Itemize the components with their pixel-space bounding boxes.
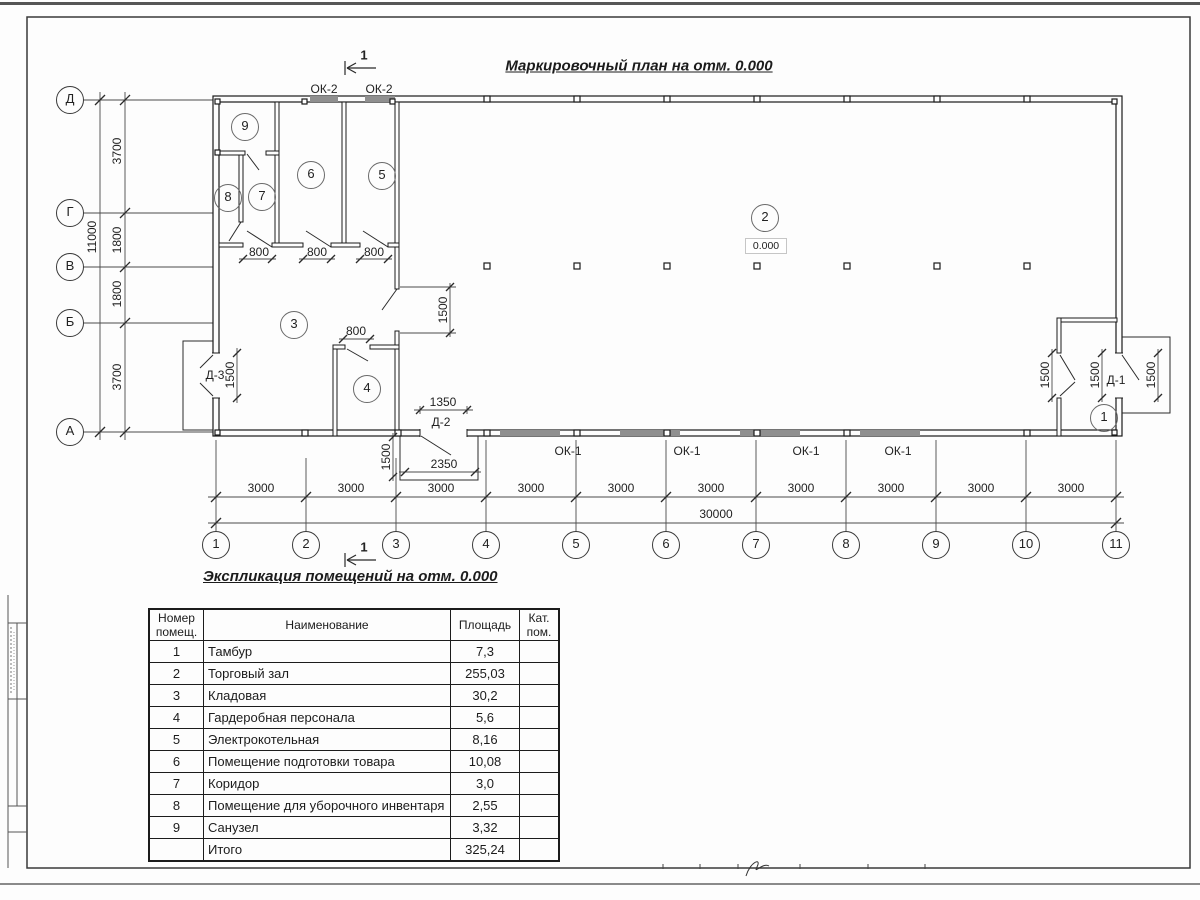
dim-label-vseg: 3700 [110,363,124,391]
cell-number: 7 [149,773,204,795]
col-header-category: Кат. пом. [520,609,560,641]
dim-label-hseg: 3000 [517,481,545,495]
window-bands [310,96,920,436]
dim-label-hseg: 3000 [787,481,815,495]
cell-number: 9 [149,817,204,839]
axis-number-bubble: 1 [202,531,230,559]
window-label-ok2: ОК-2 [310,82,338,96]
dim-label-1500: 1500 [223,361,237,389]
cell-category [520,839,560,862]
cell-number [149,839,204,862]
cell-number: 1 [149,641,204,663]
cell-name: Помещение подготовки товара [204,751,451,773]
opening-jambs [212,353,1123,437]
dim-label-1500: 1500 [1088,361,1102,389]
axis-number-bubble: 2 [292,531,320,559]
section-mark-label-top: 1 [360,47,368,63]
wall-openings [212,353,1123,437]
table-row [149,663,559,685]
table-row [149,795,559,817]
col-header-area: Площадь [451,609,520,641]
dim-label-hseg: 3000 [877,481,905,495]
axis-number-bubble: 9 [922,531,950,559]
cell-name: Торговый зал [204,663,451,685]
table-row [149,817,559,839]
cell-area: 30,2 [451,685,520,707]
room-number-bubble: 7 [248,183,276,211]
dim-label-1350: 1350 [429,395,457,409]
cell-name: Санузел [204,817,451,839]
cell-area: 8,16 [451,729,520,751]
dim-label-hseg: 3000 [967,481,995,495]
room-schedule-table [148,608,560,862]
cell-area: 3,0 [451,773,520,795]
window-label-ok2: ОК-2 [365,82,393,96]
cell-name: Итого [204,839,451,862]
axis-number-bubble: 7 [742,531,770,559]
room-number-bubble: 6 [297,161,325,189]
dim-label-2350: 2350 [430,457,458,471]
plan-title: Маркировочный план на отм. 0.000 [505,57,773,75]
cell-name: Тамбур [204,641,451,663]
cell-category [520,751,560,773]
axis-number-bubble: 5 [562,531,590,559]
dim-label-1500: 1500 [379,443,393,471]
level-mark: 0.000 [745,238,787,254]
dim-label-hseg: 3000 [427,481,455,495]
dim-label-1500: 1500 [1144,361,1158,389]
dim-label-hseg: 3000 [697,481,725,495]
axis-number-bubble: 6 [652,531,680,559]
cell-area: 10,08 [451,751,520,773]
room-number-bubble: 2 [751,204,779,232]
window-label-ok1: ОК-1 [554,444,582,458]
room-number-bubble: 4 [353,375,381,403]
cell-number: 5 [149,729,204,751]
table-header-row [149,609,559,641]
dim-label-vseg: 1800 [110,226,124,254]
axis-number-bubble: 8 [832,531,860,559]
cell-category [520,641,560,663]
cell-name: Коридор [204,773,451,795]
dim-label-1500: 1500 [436,296,450,324]
axis-number-bubble: 11 [1102,531,1130,559]
col-header-number: Номер помещ. [149,609,204,641]
window-label-ok1: ОК-1 [792,444,820,458]
axis-letter-bubble: Д [56,86,84,114]
axis-number-bubble: 4 [472,531,500,559]
window-label-ok1: ОК-1 [673,444,701,458]
dim-label-hseg: 3000 [337,481,365,495]
table-row [149,641,559,663]
cell-area: 2,55 [451,795,520,817]
table-row [149,685,559,707]
room-number-bubble: 1 [1090,404,1118,432]
dim-label-800: 800 [345,324,367,338]
dim-label-vtotal: 11000 [85,220,99,254]
room-number-bubble: 9 [231,113,259,141]
cell-category [520,663,560,685]
door-label-d1: Д-1 [1106,373,1126,387]
dim-label-800: 800 [248,245,270,259]
table-row-total [149,839,559,862]
dim-label-htotal: 30000 [699,507,733,521]
dim-label-800: 800 [306,245,328,259]
axis-number-bubble: 10 [1012,531,1040,559]
table-row [149,729,559,751]
cell-category [520,817,560,839]
cell-category [520,685,560,707]
axis-letter-bubble: В [56,253,84,281]
cell-area: 3,32 [451,817,520,839]
cell-number: 2 [149,663,204,685]
cell-number: 4 [149,707,204,729]
table-row [149,751,559,773]
axis-letter-bubble: Б [56,309,84,337]
room-number-bubble: 8 [214,184,242,212]
cell-area: 5,6 [451,707,520,729]
cell-name: Помещение для уборочного инвентаря [204,795,451,817]
table-title: Экспликация помещений на отм. 0.000 [203,568,498,585]
cell-category [520,773,560,795]
cell-category [520,707,560,729]
col-header-name: Наименование [204,609,451,641]
dim-label-hseg: 3000 [607,481,635,495]
cell-area: 325,24 [451,839,520,862]
cell-number: 8 [149,795,204,817]
table-row [149,773,559,795]
cell-name: Гардеробная персонала [204,707,451,729]
dim-label-800: 800 [363,245,385,259]
cell-area: 255,03 [451,663,520,685]
table-row [149,707,559,729]
signature-mark [746,862,769,876]
axis-letter-bubble: Г [56,199,84,227]
cell-number: 3 [149,685,204,707]
room-number-bubble: 5 [368,162,396,190]
dim-label-vseg: 1800 [110,280,124,308]
dim-label-vseg: 3700 [110,137,124,165]
axis-letter-bubble: А [56,418,84,446]
cell-number: 6 [149,751,204,773]
cell-category [520,795,560,817]
window-label-ok1: ОК-1 [884,444,912,458]
cell-category [520,729,560,751]
axis-number-bubble: 3 [382,531,410,559]
dim-label-hseg: 3000 [1057,481,1085,495]
section-mark-label-bottom: 1 [360,539,368,555]
cell-name: Кладовая [204,685,451,707]
door-label-d3: Д-3 [205,368,225,382]
dim-ticks [95,95,1121,528]
dim-label-1500: 1500 [1038,361,1052,389]
porches [183,337,1170,480]
cell-area: 7,3 [451,641,520,663]
cell-name: Электрокотельная [204,729,451,751]
door-label-d2: Д-2 [431,415,451,429]
room-number-bubble: 3 [280,311,308,339]
dim-label-hseg: 3000 [247,481,275,495]
column-marks [215,96,1117,436]
